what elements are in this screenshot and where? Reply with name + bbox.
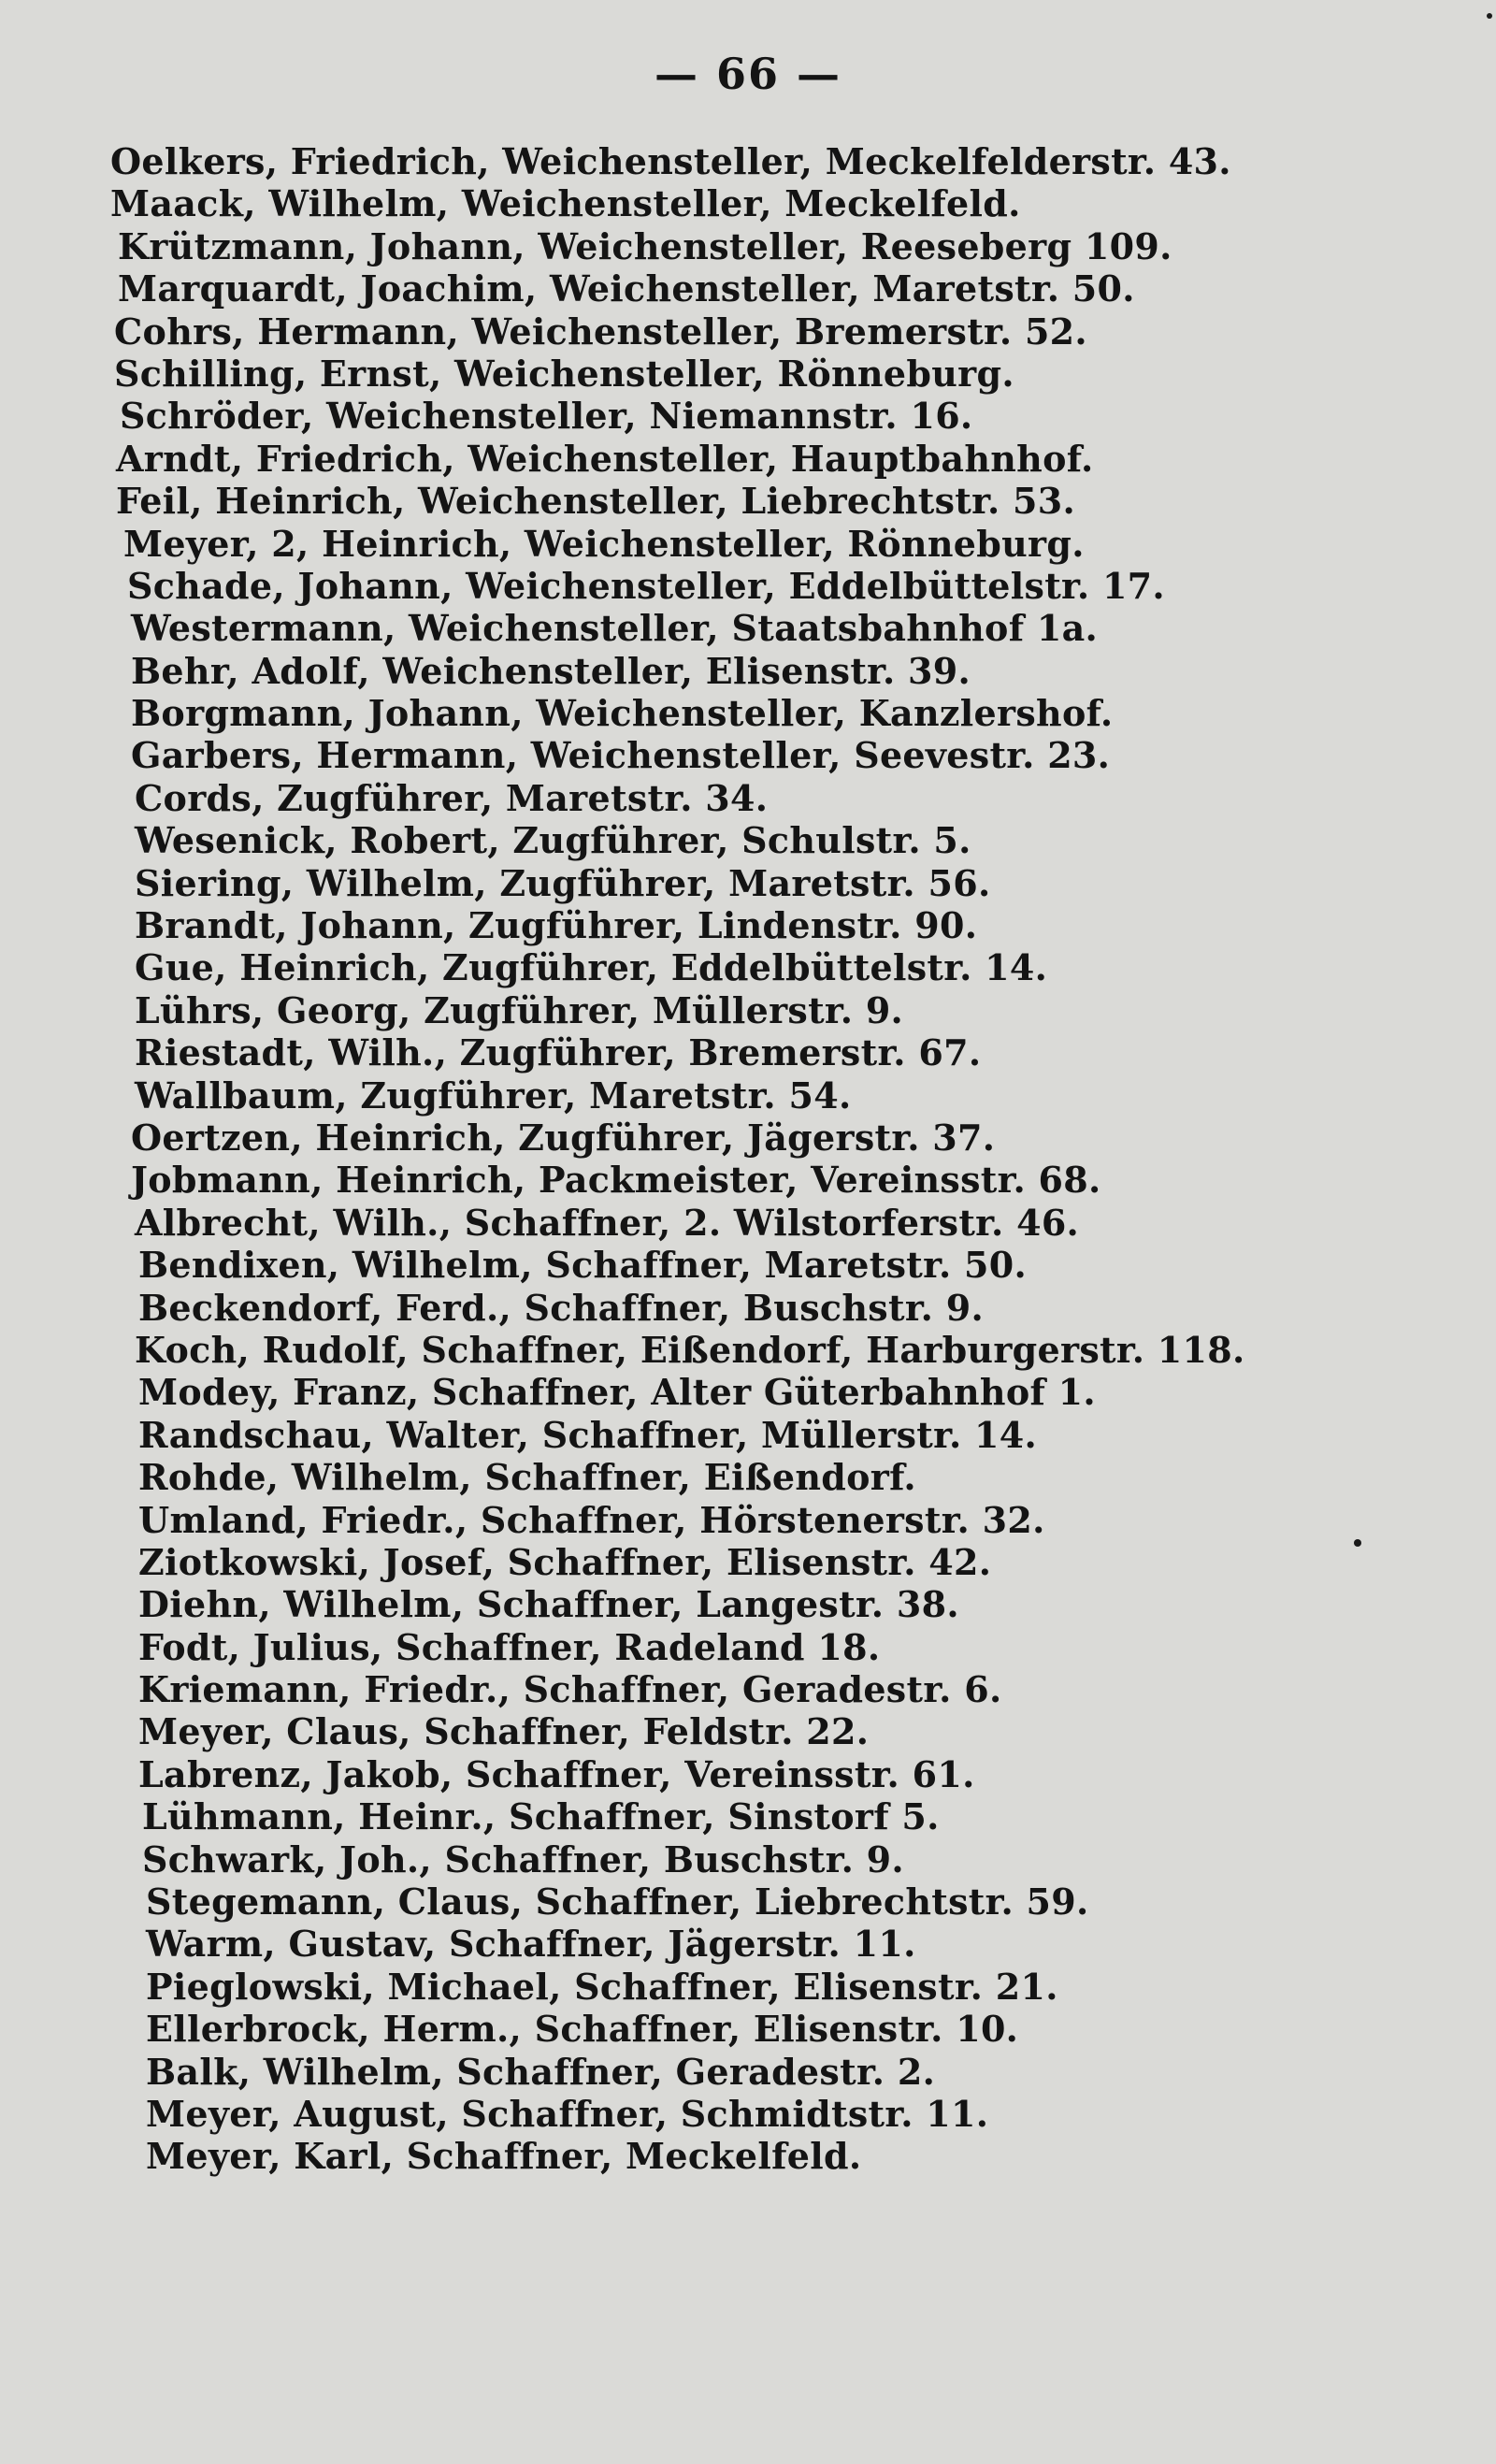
page-number: — 66 — [654,49,842,99]
directory-entry: Labrenz, Jakob, Schaffner, Vereinsstr. 61. [138,1752,975,1795]
directory-entry: Cords, Zugführer, Maretstr. 34. [135,776,769,819]
directory-entry: Oelkers, Friedrich, Weichensteller, Meckelfelderstr. 43. [110,140,1231,182]
print-speck [1487,13,1492,19]
directory-entry: Cohrs, Hermann, Weichensteller, Bremerstr. 52. [114,310,1087,353]
directory-entry: Balk, Wilhelm, Schaffner, Geradestr. 2. [146,2050,936,2093]
directory-entry: Jobmann, Heinrich, Packmeister, Vereinsstr. 68. [131,1159,1101,1202]
directory-entry: Arndt, Friedrich, Weichensteller, Hauptbahnhof. [116,437,1094,480]
directory-entry: Meyer, Karl, Schaffner, Meckelfeld. [146,2135,862,2178]
directory-entry: Garbers, Hermann, Weichensteller, Seevestr. 23. [131,734,1111,777]
directory-entry: Diehn, Wilhelm, Schaffner, Langestr. 38. [138,1583,959,1626]
directory-entry: Wesenick, Robert, Zugführer, Schulstr. 5. [135,819,971,862]
directory-entry: Koch, Rudolf, Schaffner, Eißendorf, Harburgerstr. 118. [135,1328,1245,1371]
directory-entry: Wallbaum, Zugführer, Maretstr. 54. [135,1073,852,1117]
directory-entry: Meyer, Claus, Schaffner, Feldstr. 22. [138,1710,870,1753]
directory-entry: Randschau, Walter, Schaffner, Müllerstr. 14. [138,1413,1038,1456]
directory-entry: Marquardt, Joachim, Weichensteller, Maretstr. 50. [118,267,1135,310]
directory-entry: Schröder, Weichensteller, Niemannstr. 16. [120,395,973,438]
directory-entry: Oertzen, Heinrich, Zugführer, Jägerstr. 37. [131,1116,996,1159]
directory-entry: Rohde, Wilhelm, Schaffner, Eißendorf. [138,1456,916,1499]
directory-entry: Westermann, Weichensteller, Staatsbahnhof 1a. [131,607,1099,650]
directory-entry: Meyer, 2, Heinrich, Weichensteller, Rönneburg. [123,522,1085,565]
directory-entry: Feil, Heinrich, Weichensteller, Liebrechtstr. 53. [116,480,1076,523]
directory-entry: Behr, Adolf, Weichensteller, Elisenstr. 39. [131,649,971,692]
directory-entry: Schilling, Ernst, Weichensteller, Rönneburg. [114,352,1014,395]
directory-entry: Gue, Heinrich, Zugführer, Eddelbüttelstr. 14. [135,946,1048,989]
directory-entry: Stegemann, Claus, Schaffner, Liebrechtstr. 59. [146,1880,1089,1924]
directory-entry: Borgmann, Johann, Weichensteller, Kanzlershof. [131,692,1114,735]
directory-entry: Ziotkowski, Josef, Schaffner, Elisenstr. 42. [138,1540,992,1583]
directory-list [110,140,1438,2178]
directory-entry: Brandt, Johann, Zugführer, Lindenstr. 90. [135,904,978,947]
directory-entry: Warm, Gustav, Schaffner, Jägerstr. 11. [146,1923,916,1966]
directory-entry: Albrecht, Wilh., Schaffner, 2. Wilstorferstr. 46. [135,1201,1080,1244]
directory-entry: Modey, Franz, Schaffner, Alter Güterbahnhof 1. [138,1371,1096,1414]
directory-entry: Siering, Wilhelm, Zugführer, Maretstr. 56. [135,861,991,904]
directory-entry: Bendixen, Wilhelm, Schaffner, Maretstr. 50. [138,1244,1028,1287]
directory-entry: Kriemann, Friedr., Schaffner, Geradestr. 6. [138,1668,1002,1711]
directory-entry: Schwark, Joh., Schaffner, Buschstr. 9. [142,1837,904,1880]
directory-entry: Riestadt, Wilh., Zugführer, Bremerstr. 67. [135,1031,982,1074]
directory-entry: Umland, Friedr., Schaffner, Hörstenerstr. 32. [138,1498,1045,1541]
directory-entry: Ellerbrock, Herm., Schaffner, Elisenstr. 10. [146,2008,1019,2051]
directory-entry: Schade, Johann, Weichensteller, Eddelbüttelstr. 17. [127,564,1165,607]
directory-entry: Maack, Wilhelm, Weichensteller, Meckelfeld. [110,182,1021,225]
directory-entry: Pieglowski, Michael, Schaffner, Elisenstr. 21. [146,1965,1058,2008]
directory-entry: Krützmann, Johann, Weichensteller, Reeseberg 109. [118,224,1172,267]
directory-entry: Fodt, Julius, Schaffner, Radeland 18. [138,1625,881,1668]
print-speck [1354,1539,1361,1547]
directory-entry: Lühmann, Heinr., Schaffner, Sinstorf 5. [142,1795,940,1838]
directory-entry: Beckendorf, Ferd., Schaffner, Buschstr. 9. [138,1286,984,1329]
directory-entry: Meyer, August, Schaffner, Schmidtstr. 11. [146,2092,989,2135]
directory-entry: Lührs, Georg, Zugführer, Müllerstr. 9. [135,988,904,1031]
